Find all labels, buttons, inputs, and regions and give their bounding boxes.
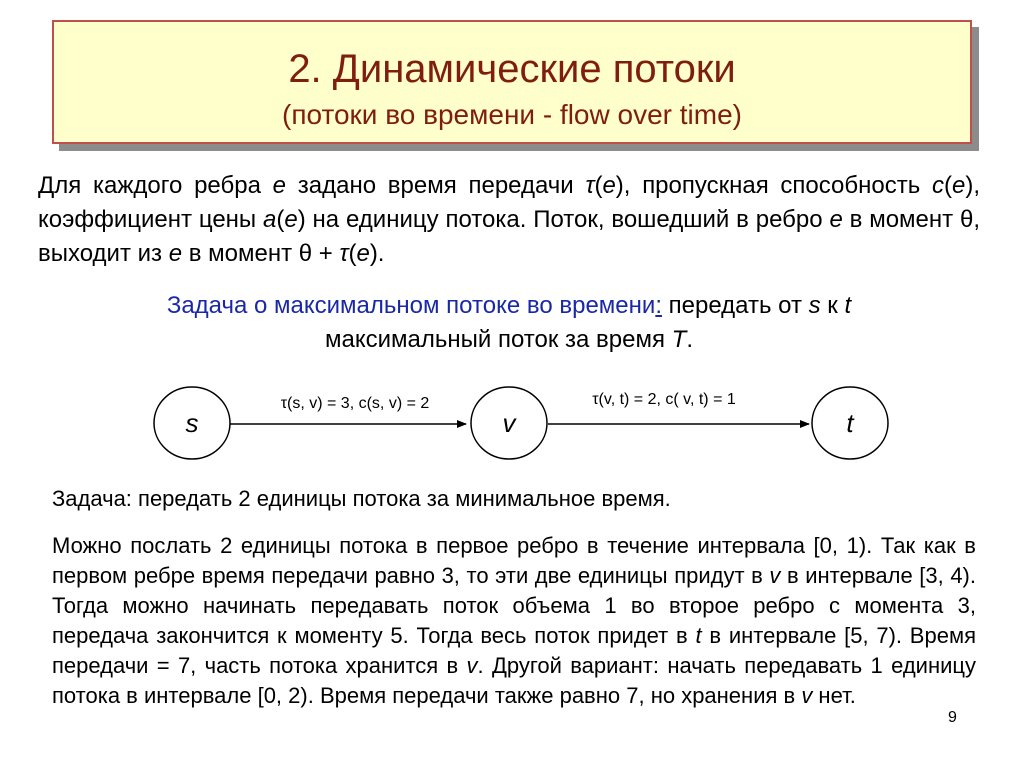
node-t-label: t: [846, 408, 854, 438]
node-v-label: v: [502, 408, 516, 438]
task-label: Задача о максимальном потоке во времени: [166, 292, 656, 319]
slide-subtitle: (потоки во времени - flow over time): [282, 99, 742, 130]
edge-s-v-label: τ(s, v) = 3, c(s, v) = 2: [280, 395, 430, 412]
problem-statement: Задача: передать 2 единицы потока за минимальное время.: [52, 486, 671, 511]
edge-v-t-label: τ(v, t) = 2, c( v, t) = 1: [592, 391, 736, 408]
task-statement: Задача о максимальном потоке во времени: передать от s к t максимальный поток за время T.: [166, 292, 852, 353]
intro-paragraph: Для каждого ребра e задано время передачи τ(e), пропускная способность c(e), коэффициент цены a(e) на единицу потока. Поток, вошедший в ребро e в момент θ, выходит из e в момент θ + τ(e).: [38, 172, 980, 267]
slide-title: 2. Динамические потоки: [288, 47, 736, 91]
page-number: 9: [948, 709, 957, 726]
solution-paragraph: Можно послать 2 единицы потока в первое ребро в течение интервала [0, 1). Так как в первом ребре время передачи равно 3, то эти две единицы придут в v в интервале [3, 4). Тогда можно начинать передавать поток объема 1 во второе ребро с момента 3, передача закончится к моменту 5. Тогда весь поток придет в t в интервале [5, 7). Время передачи = 7, часть потока хранится в v. Другой вариант: начать передавать 1 единицу потока в интервале [0, 2). Время передачи также равно 7, но хранения в v нет.: [52, 533, 976, 708]
node-s-label: s: [185, 408, 199, 438]
